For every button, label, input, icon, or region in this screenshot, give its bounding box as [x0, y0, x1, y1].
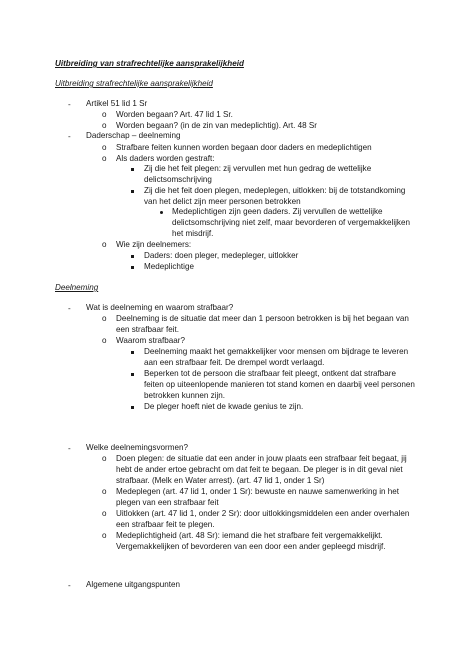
dash-bullet: -	[68, 132, 71, 141]
dash-bullet: -	[68, 100, 71, 109]
list-item-als-daders: Als daders worden gestraft:	[116, 154, 215, 163]
list-item-wat-is: Wat is deelneming en waarom strafbaar?	[86, 303, 234, 312]
list-item-artikel: Artikel 51 lid 1 Sr	[86, 99, 148, 108]
list-item-mede-2: plegen van een strafbaar feit	[116, 498, 219, 507]
list-item-def-2: een strafbaar feit.	[116, 325, 179, 334]
list-item-w1-2: aan een strafbaar feit. De drempel wordt verlaagd.	[144, 358, 325, 367]
list-item-w2-3: betrokken kunnen zijn.	[144, 391, 225, 400]
circle-bullet: o	[102, 154, 107, 163]
list-item-medepl-1: Medeplichtigen zijn geen daders. Zij vervullen de wettelijke	[172, 207, 383, 216]
list-item-medepl-3: het misdrijf.	[172, 229, 214, 238]
list-item-uitl-2: een strafbaar feit te plegen.	[116, 520, 215, 529]
dot-bullet	[160, 211, 163, 214]
list-item-daders-list: Daders: doen pleger, medepleger, uitlokker	[144, 251, 299, 260]
circle-bullet: o	[102, 454, 107, 463]
dash-bullet: -	[68, 581, 71, 590]
circle-bullet: o	[102, 143, 107, 152]
list-item-doen-1: Doen plegen: de situatie dat een ander in jouw plaats een strafbaar feit begaat, jij	[116, 454, 407, 463]
list-item-strafbare-feiten: Strafbare feiten kunnen worden begaan door daders en medeplichtigen	[116, 143, 372, 152]
list-item-medeplichtige: Medeplichtige	[144, 262, 194, 271]
list-item-uitl-1: Uitlokken (art. 47 lid 1, onder 2 Sr): door uitlokkingsmiddelen een ander overhalen	[116, 509, 410, 518]
square-bullet	[131, 351, 134, 354]
circle-bullet: o	[102, 240, 107, 249]
list-item-zij-plegen-2: delictsomschrijving	[144, 175, 212, 184]
list-item-worden-begaan-2: Worden begaan? (in de zin van medeplichtig). Art. 48 Sr	[116, 121, 317, 130]
square-bullet	[131, 406, 134, 409]
list-item-algemene: Algemene uitgangspunten	[86, 580, 181, 589]
circle-bullet: o	[102, 121, 107, 130]
list-item-doen-2: hebt de ander ertoe gebracht om dat feit te begaan. De pleger is in dit geval niet	[116, 465, 403, 474]
document-title: Uitbreiding van strafrechtelijke aansprakelijkheid	[55, 59, 244, 68]
list-item-w2-2: feiten op uiteenlopende manieren tot stand komen en daarbij veel personen	[144, 380, 415, 389]
list-item-medepl-2: delictsomschrijving niet zelf, maar bevorderen of vergemakkelijken	[172, 218, 410, 227]
list-item-medepl-vorm-2: Vergemakkelijken of bevorderen van een door een ander gepleegd misdrijf.	[116, 542, 386, 551]
list-item-zij-doen-2: van het delict zijn meer personen betrokken	[144, 197, 301, 206]
square-bullet	[131, 168, 134, 171]
list-item-worden-begaan: Worden begaan? Art. 47 lid 1 Sr.	[116, 110, 233, 119]
list-item-zij-doen-1: Zij die het feit doen plegen, medeplegen, uitlokken: bij de totstandkoming	[144, 186, 406, 195]
dash-bullet: -	[68, 444, 71, 453]
list-item-mede-1: Medeplegen (art. 47 lid 1, onder 1 Sr): bewuste en nauwe samenwerking in het	[116, 487, 399, 496]
circle-bullet: o	[102, 314, 107, 323]
document-subtitle: Uitbreiding strafrechtelijke aansprakelijkheid	[55, 79, 213, 88]
circle-bullet: o	[102, 509, 107, 518]
list-item-medepl-vorm-1: Medeplichtigheid (art. 48 Sr): iemand die het strafbare feit vergemakkelijkt.	[116, 531, 383, 540]
list-item-vormen-heading: Welke deelnemingsvormen?	[86, 443, 188, 452]
list-item-waarom: Waarom strafbaar?	[116, 336, 185, 345]
list-item-w3: De pleger hoeft niet de kwade genius te zijn.	[144, 402, 304, 411]
circle-bullet: o	[102, 336, 107, 345]
circle-bullet: o	[102, 531, 107, 540]
dash-bullet: -	[68, 304, 71, 313]
list-item-wie-zijn: Wie zijn deelnemers:	[116, 240, 192, 249]
square-bullet	[131, 190, 134, 193]
square-bullet	[131, 255, 134, 258]
square-bullet	[131, 266, 134, 269]
circle-bullet: o	[102, 110, 107, 119]
list-item-doen-3: strafbaar. (Melk en Water arrest). (art. 47 lid 1, onder 1 Sr)	[116, 476, 325, 485]
square-bullet	[131, 373, 134, 376]
list-item-w2-1: Beperken tot de persoon die strafbaar feit pleegt, ontkent dat strafbare	[144, 369, 396, 378]
list-item-def-1: Deelneming is de situatie dat meer dan 1 persoon betrokken is bij het begaan van	[116, 314, 409, 323]
list-item-w1-1: Deelneming maakt het gemakkelijker voor mensen om bijdrage te leveren	[144, 347, 409, 356]
circle-bullet: o	[102, 487, 107, 496]
list-item-zij-plegen-1: Zij die het feit plegen: zij vervullen met hun gedrag de wettelijke	[144, 164, 372, 173]
list-item-daderschap: Daderschap – deelneming	[86, 131, 181, 140]
section-heading-deelneming: Deelneming	[55, 283, 99, 292]
